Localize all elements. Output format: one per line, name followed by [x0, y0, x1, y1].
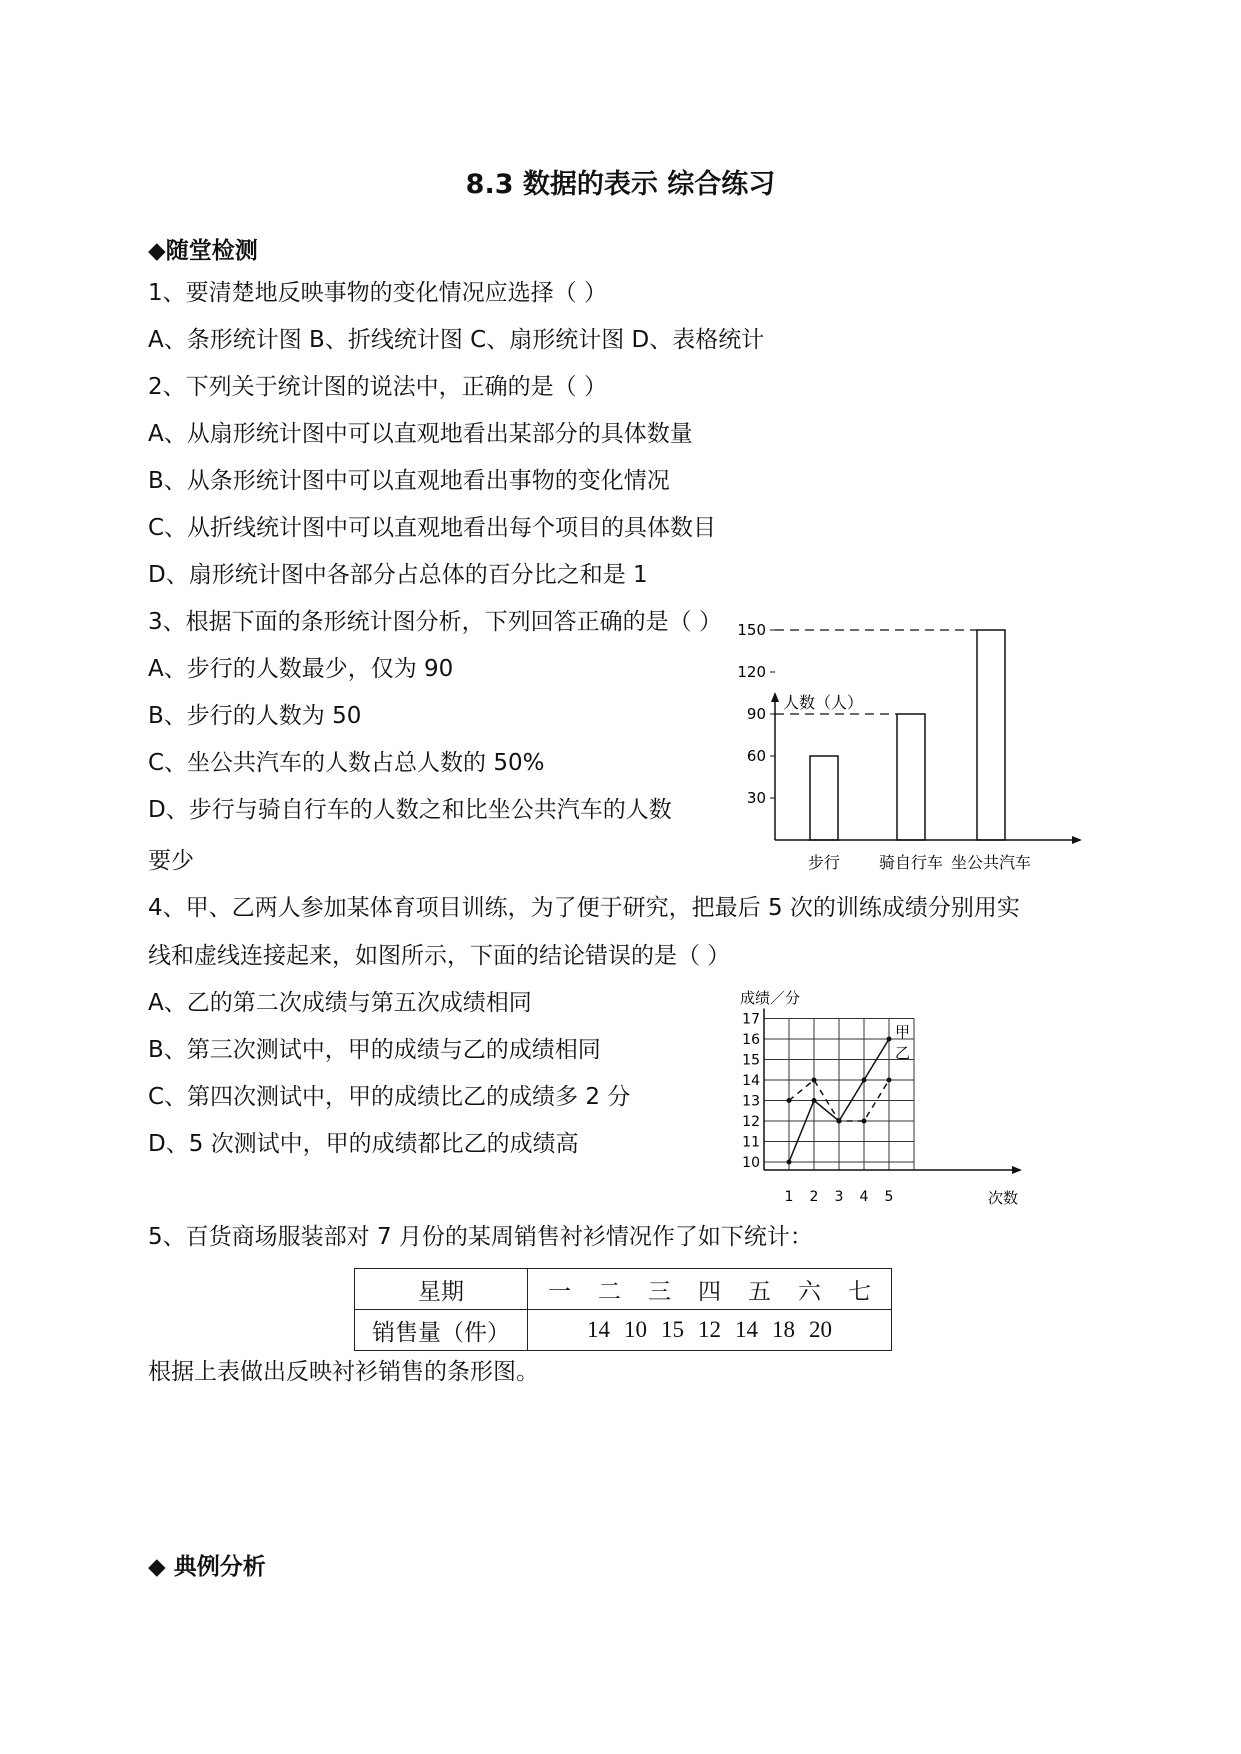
question-2-option-b: B、从条形统计图中可以直观地看出事物的变化情况 [148, 468, 670, 494]
question-3-option-b: B、步行的人数为 50 [148, 703, 362, 729]
data-point [812, 1098, 817, 1103]
x-tick-label: 2 [809, 1189, 819, 1205]
weekday-cell: 六 [798, 1278, 821, 1305]
x-tick-label: 1 [784, 1189, 794, 1205]
sales-table [354, 1268, 892, 1351]
question-3: 3、根据下面的条形统计图分析，下列回答正确的是（ ） [148, 609, 722, 635]
question-2: 2、下列关于统计图的说法中，正确的是（ ） [148, 374, 607, 400]
series-label: 乙 [895, 1044, 911, 1062]
data-point [837, 1119, 842, 1124]
section-heading-examples: ◆ 典例分析 [148, 1554, 266, 1580]
weekday-cell: 七 [848, 1278, 871, 1305]
y-axis-label: 人数（人） [783, 693, 864, 712]
y-tick-label: 10 [742, 1155, 760, 1171]
y-tick-label: 14 [742, 1073, 760, 1089]
question-4-option-c: C、第四次测试中，甲的成绩比乙的成绩多 2 分 [148, 1084, 631, 1110]
data-point [887, 1037, 892, 1042]
y-tick-label: 16 [742, 1032, 760, 1048]
question-5: 5、百货商场服装部对 7 月份的某周销售衬衫情况作了如下统计： [148, 1224, 813, 1250]
section-heading-practice: ◆随堂检测 [148, 238, 258, 264]
sales-cell: 15 [661, 1317, 684, 1342]
question-4-option-b: B、第三次测试中，甲的成绩与乙的成绩相同 [148, 1037, 601, 1063]
page-title: 8.3 数据的表示 综合练习 [465, 169, 776, 200]
weekday-cell: 四 [698, 1278, 721, 1305]
data-point [862, 1119, 867, 1124]
weekday-cell: 一 [548, 1278, 571, 1305]
question-4-cont: 线和虚线连接起来，如图所示，下面的结论错误的是（ ） [148, 943, 731, 969]
sales-cell: 14 [587, 1317, 610, 1342]
table-sales-values [528, 1310, 892, 1351]
question-3-option-c: C、坐公共汽车的人数占总人数的 50% [148, 750, 545, 776]
category-label: 坐公共汽车 [950, 853, 1032, 872]
bar [810, 756, 838, 840]
category-label: 骑自行车 [878, 853, 944, 872]
x-axis-arrow [1012, 1166, 1022, 1174]
sales-cell: 14 [735, 1317, 758, 1342]
x-tick-label: 5 [884, 1189, 894, 1205]
bar [977, 630, 1005, 840]
y-tick-label: 17 [742, 1011, 760, 1028]
y-axis-label: 成绩／分 [740, 989, 801, 1007]
question-3-option-d-cont: 要少 [148, 848, 194, 874]
y-tick-label: 150 [737, 621, 766, 639]
data-point [787, 1160, 792, 1165]
line-chart [740, 985, 1040, 1210]
question-1: 1、要清楚地反映事物的变化情况应选择（ ） [148, 280, 607, 306]
x-tick-label: 4 [859, 1189, 869, 1205]
weekday-cell: 二 [598, 1278, 621, 1305]
y-tick-label: 30 [746, 789, 766, 807]
y-tick-label: 120 [737, 663, 766, 681]
category-label: 步行 [807, 853, 841, 872]
y-tick-label: 11 [742, 1134, 760, 1151]
question-4-option-a: A、乙的第二次成绩与第五次成绩相同 [148, 990, 532, 1016]
question-2-option-d: D、扇形统计图中各部分占总体的百分比之和是 1 [148, 562, 648, 588]
x-tick-label: 3 [834, 1189, 844, 1205]
question-1-options: A、条形统计图 B、折线统计图 C、扇形统计图 D、表格统计 [148, 327, 765, 353]
question-3-option-a: A、步行的人数最少，仅为 90 [148, 656, 454, 682]
y-axis-arrow [771, 692, 779, 702]
table-weekdays [528, 1269, 892, 1310]
y-tick-label: 60 [746, 747, 766, 765]
data-point [812, 1078, 817, 1083]
y-tick-label: 90 [746, 705, 766, 723]
sales-cell: 10 [624, 1317, 647, 1342]
question-4-option-d: D、5 次测试中，甲的成绩都比乙的成绩高 [148, 1131, 579, 1157]
weekday-cell: 三 [648, 1278, 671, 1305]
question-3-option-d: D、步行与骑自行车的人数之和比坐公共汽车的人数 [148, 797, 672, 823]
data-point [887, 1078, 892, 1083]
data-point [862, 1078, 867, 1083]
question-4: 4、甲、乙两人参加某体育项目训练，为了便于研究，把最后 5 次的训练成绩分别用实 [148, 895, 1020, 921]
y-tick-label: 12 [742, 1114, 760, 1130]
sales-cell: 12 [698, 1317, 721, 1342]
x-axis-label: 次数 [988, 1189, 1019, 1207]
x-axis-arrow [1072, 836, 1082, 844]
sales-cell: 18 [772, 1317, 795, 1342]
y-tick-label: 15 [742, 1052, 760, 1069]
weekday-cell: 五 [748, 1278, 771, 1305]
table-header-weekday: 星期 [355, 1269, 528, 1310]
series-label: 甲 [895, 1023, 911, 1041]
sales-cell: 20 [809, 1317, 832, 1342]
table-header-sales: 销售量（件） [355, 1310, 528, 1351]
data-point [787, 1098, 792, 1103]
question-2-option-a: A、从扇形统计图中可以直观地看出某部分的具体数量 [148, 421, 693, 447]
y-tick-label: 13 [742, 1093, 760, 1110]
bar [897, 714, 925, 840]
question-2-option-c: C、从折线统计图中可以直观地看出每个项目的具体数目 [148, 515, 717, 541]
question-5-instruction: 根据上表做出反映衬衫销售的条形图。 [148, 1359, 539, 1385]
bar-chart [730, 621, 1090, 880]
